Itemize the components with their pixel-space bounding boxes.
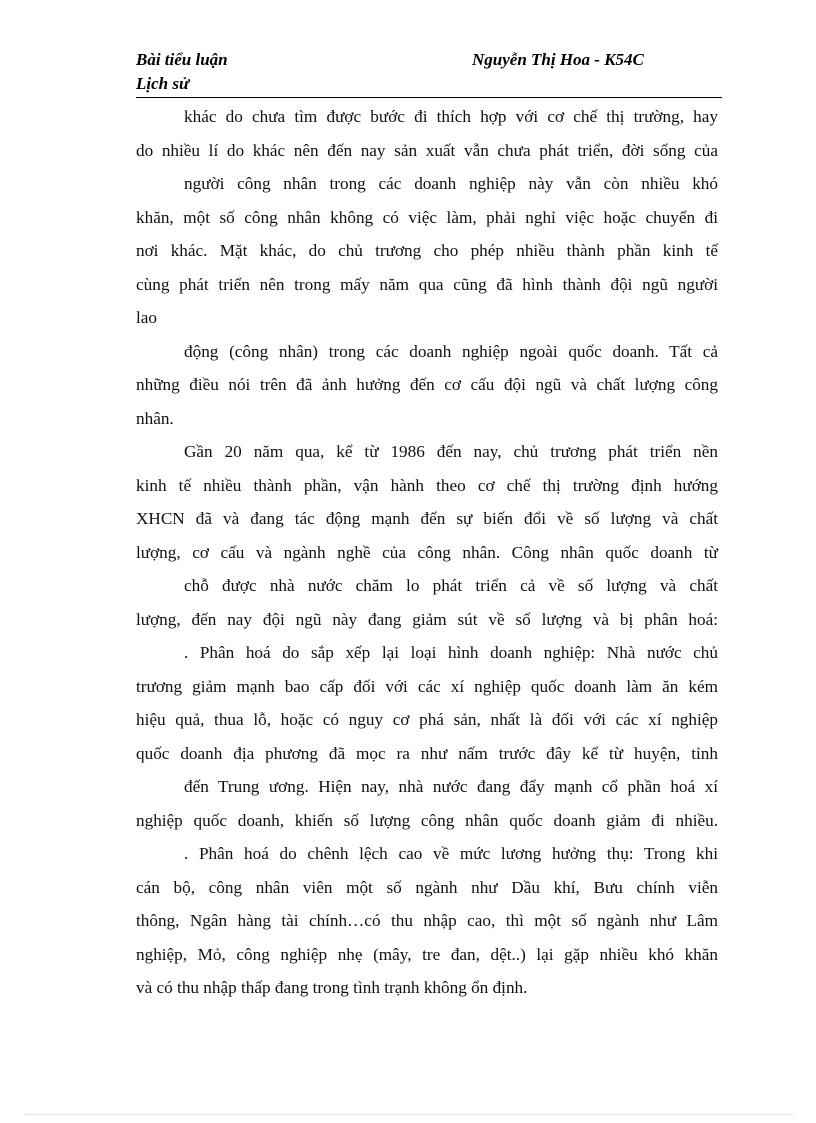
text-line: do nhiều lí do khác nên đến nay sản xuất vẫn chưa phát triển, đời sống của	[136, 140, 718, 160]
text-line: . Phân hoá do chênh lệch cao về mức lương hưởng thụ: Trong khi	[184, 844, 718, 863]
text-line: đến Trung ương. Hiện nay, nhà nước đang đẩy mạnh cổ phần hoá xí	[184, 777, 718, 796]
text-line: nghiệp quốc doanh, khiến số lượng công nhân quốc doanh giảm đi nhiều.	[136, 810, 718, 830]
text-line: Gần 20 năm qua, kể từ 1986 đến nay, chủ trương phát triển nền	[184, 442, 718, 461]
text-line: nghiệp, Mỏ, công nghiệp nhẹ (mây, tre đan, dệt..) lại gặp nhiều khó khăn	[136, 944, 718, 964]
text-line: người công nhân trong các doanh nghiệp này vẫn còn nhiều khó	[184, 174, 718, 193]
body-text	[136, 104, 718, 1009]
text-line: cán bộ, công nhân viên một số ngành như Dầu khí, Bưu chính viễn	[136, 877, 718, 897]
text-line: cùng phát triển nên trong mấy năm qua cũng đã hình thành đội ngũ người	[136, 274, 718, 294]
header-rule	[136, 97, 722, 98]
header-subject: Lịch sử	[136, 74, 190, 93]
text-line: lượng, cơ cấu và ngành nghề của công nhân. Công nhân quốc doanh từ	[136, 542, 718, 562]
text-line: nhân.	[136, 408, 174, 428]
text-line: lao	[136, 308, 157, 327]
text-line: khác do chưa tìm được bước đi thích hợp với cơ chế thị trường, hay	[184, 107, 718, 126]
text-line: nơi khác. Mặt khác, do chủ trương cho phép nhiều thành phần kinh tế	[136, 241, 718, 260]
text-line: và có thu nhập thấp đang trong tình trạnh không ổn định.	[136, 978, 528, 997]
text-line: động (công nhân) trong các doanh nghiệp ngoài quốc doanh. Tất cả	[184, 341, 718, 361]
page-header	[136, 50, 722, 98]
text-line: lượng, đến nay đội ngũ này đang giảm sút về số lượng và bị phân hoá:	[136, 609, 718, 629]
text-line: . Phân hoá do sắp xếp lại loại hình doanh nghiệp: Nhà nước chủ	[184, 643, 718, 662]
footer-dotted-border	[24, 1114, 794, 1115]
text-line: khăn, một số công nhân không có việc làm, phải nghỉ việc hoặc chuyển đi	[136, 207, 718, 227]
text-line: trương giảm mạnh bao cấp đối với các xí nghiệp quốc doanh làm ăn kém	[136, 676, 718, 696]
text-line: quốc doanh địa phương đã mọc ra như nấm trước đây kể từ huyện, tỉnh	[136, 743, 718, 763]
text-line: thông, Ngân hàng tài chính…có thu nhập cao, thì một số ngành như Lâm	[136, 911, 718, 930]
header-author: Nguyễn Thị Hoa - K54C	[472, 50, 644, 69]
text-line: XHCN đã và đang tác động mạnh đến sự biến đổi về số lượng và chất	[136, 509, 718, 528]
text-line: chỗ được nhà nước chăm lo phát triển cả về số lượng và chất	[184, 576, 718, 595]
text-line: hiệu quả, thua lỗ, hoặc có nguy cơ phá sản, nhất là đối với các xí nghiệp	[136, 710, 718, 729]
text-line: kinh tế nhiều thành phần, vận hành theo cơ chế thị trường định hướng	[136, 475, 718, 495]
text-line: những điều nói trên đã ảnh hưởng đến cơ cấu đội ngũ và chất lượng công	[136, 375, 718, 394]
header-essay-title: Bài tiểu luận	[136, 50, 228, 69]
